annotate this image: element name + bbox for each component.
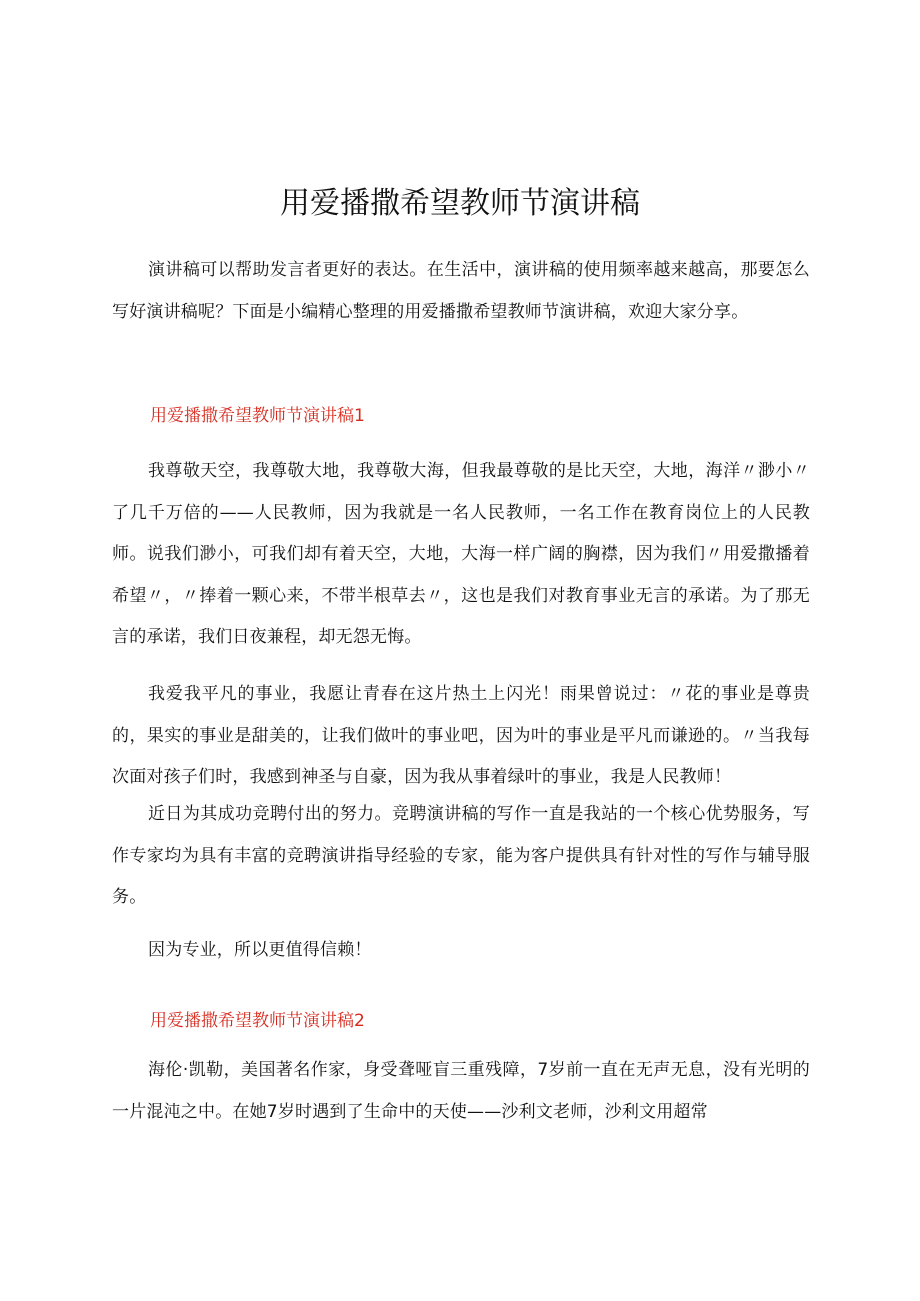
section-1-heading: 用爱播撒希望教师节演讲稿1 [150,406,365,426]
section-1-paragraph-4: 因为专业，所以更值得信赖！ [148,940,372,960]
section-1-paragraph-3: 近日为其成功竞聘付出的努力。竞聘演讲稿的写作一直是我站的一个核心优势服务，写作专家均为具有丰富的竞聘演讲指导经验的专家，能为客户提供具有针对性的写作与辅导服务。 [112,804,810,907]
intro-paragraph: 演讲稿可以帮助发言者更好的表达。在生活中，演讲稿的使用频率越来越高，那要怎么写好演讲稿呢？下面是小编精心整理的用爱播撒希望教师节演讲稿，欢迎大家分享。 [112,260,810,322]
section-1-paragraph-2: 我爱我平凡的事业，我愿让青春在这片热土上闪光！雨果曾说过：〃花的事业是尊贵的，果实的事业是甜美的，让我们做叶的事业吧，因为叶的事业是平凡而谦逊的。〃当我每次面对孩子们时，我感到神圣与自豪，因为我从事着绿叶的事业，我是人民教师！ [112,684,810,787]
section-2-heading: 用爱播撒希望教师节演讲稿2 [150,1011,365,1031]
section-2-paragraph-1: 海伦·凯勒，美国著名作家，身受聋哑盲三重残障，7岁前一直在无声无息，没有光明的一片混沌之中。在她7岁时遇到了生命中的天使——沙利文老师，沙利文用超常 [112,1060,810,1122]
section-1-paragraph-1: 我尊敬天空，我尊敬大地，我尊敬大海，但我最尊敬的是比天空，大地，海洋〃渺小〃了几千万倍的——人民教师，因为我就是一名人民教师，一名工作在教育岗位上的人民教师。说我们渺小，可我们却有着天空，大地，大海一样广阔的胸襟，因为我们〃用爱撒播着希望〃，〃捧着一颗心来，不带半根草去〃，这也是我们对教育事业无言的承诺。为了那无言的承诺，我们日夜兼程，却无怨无悔。 [112,461,810,647]
document-title: 用爱播撒希望教师节演讲稿 [280,186,640,221]
